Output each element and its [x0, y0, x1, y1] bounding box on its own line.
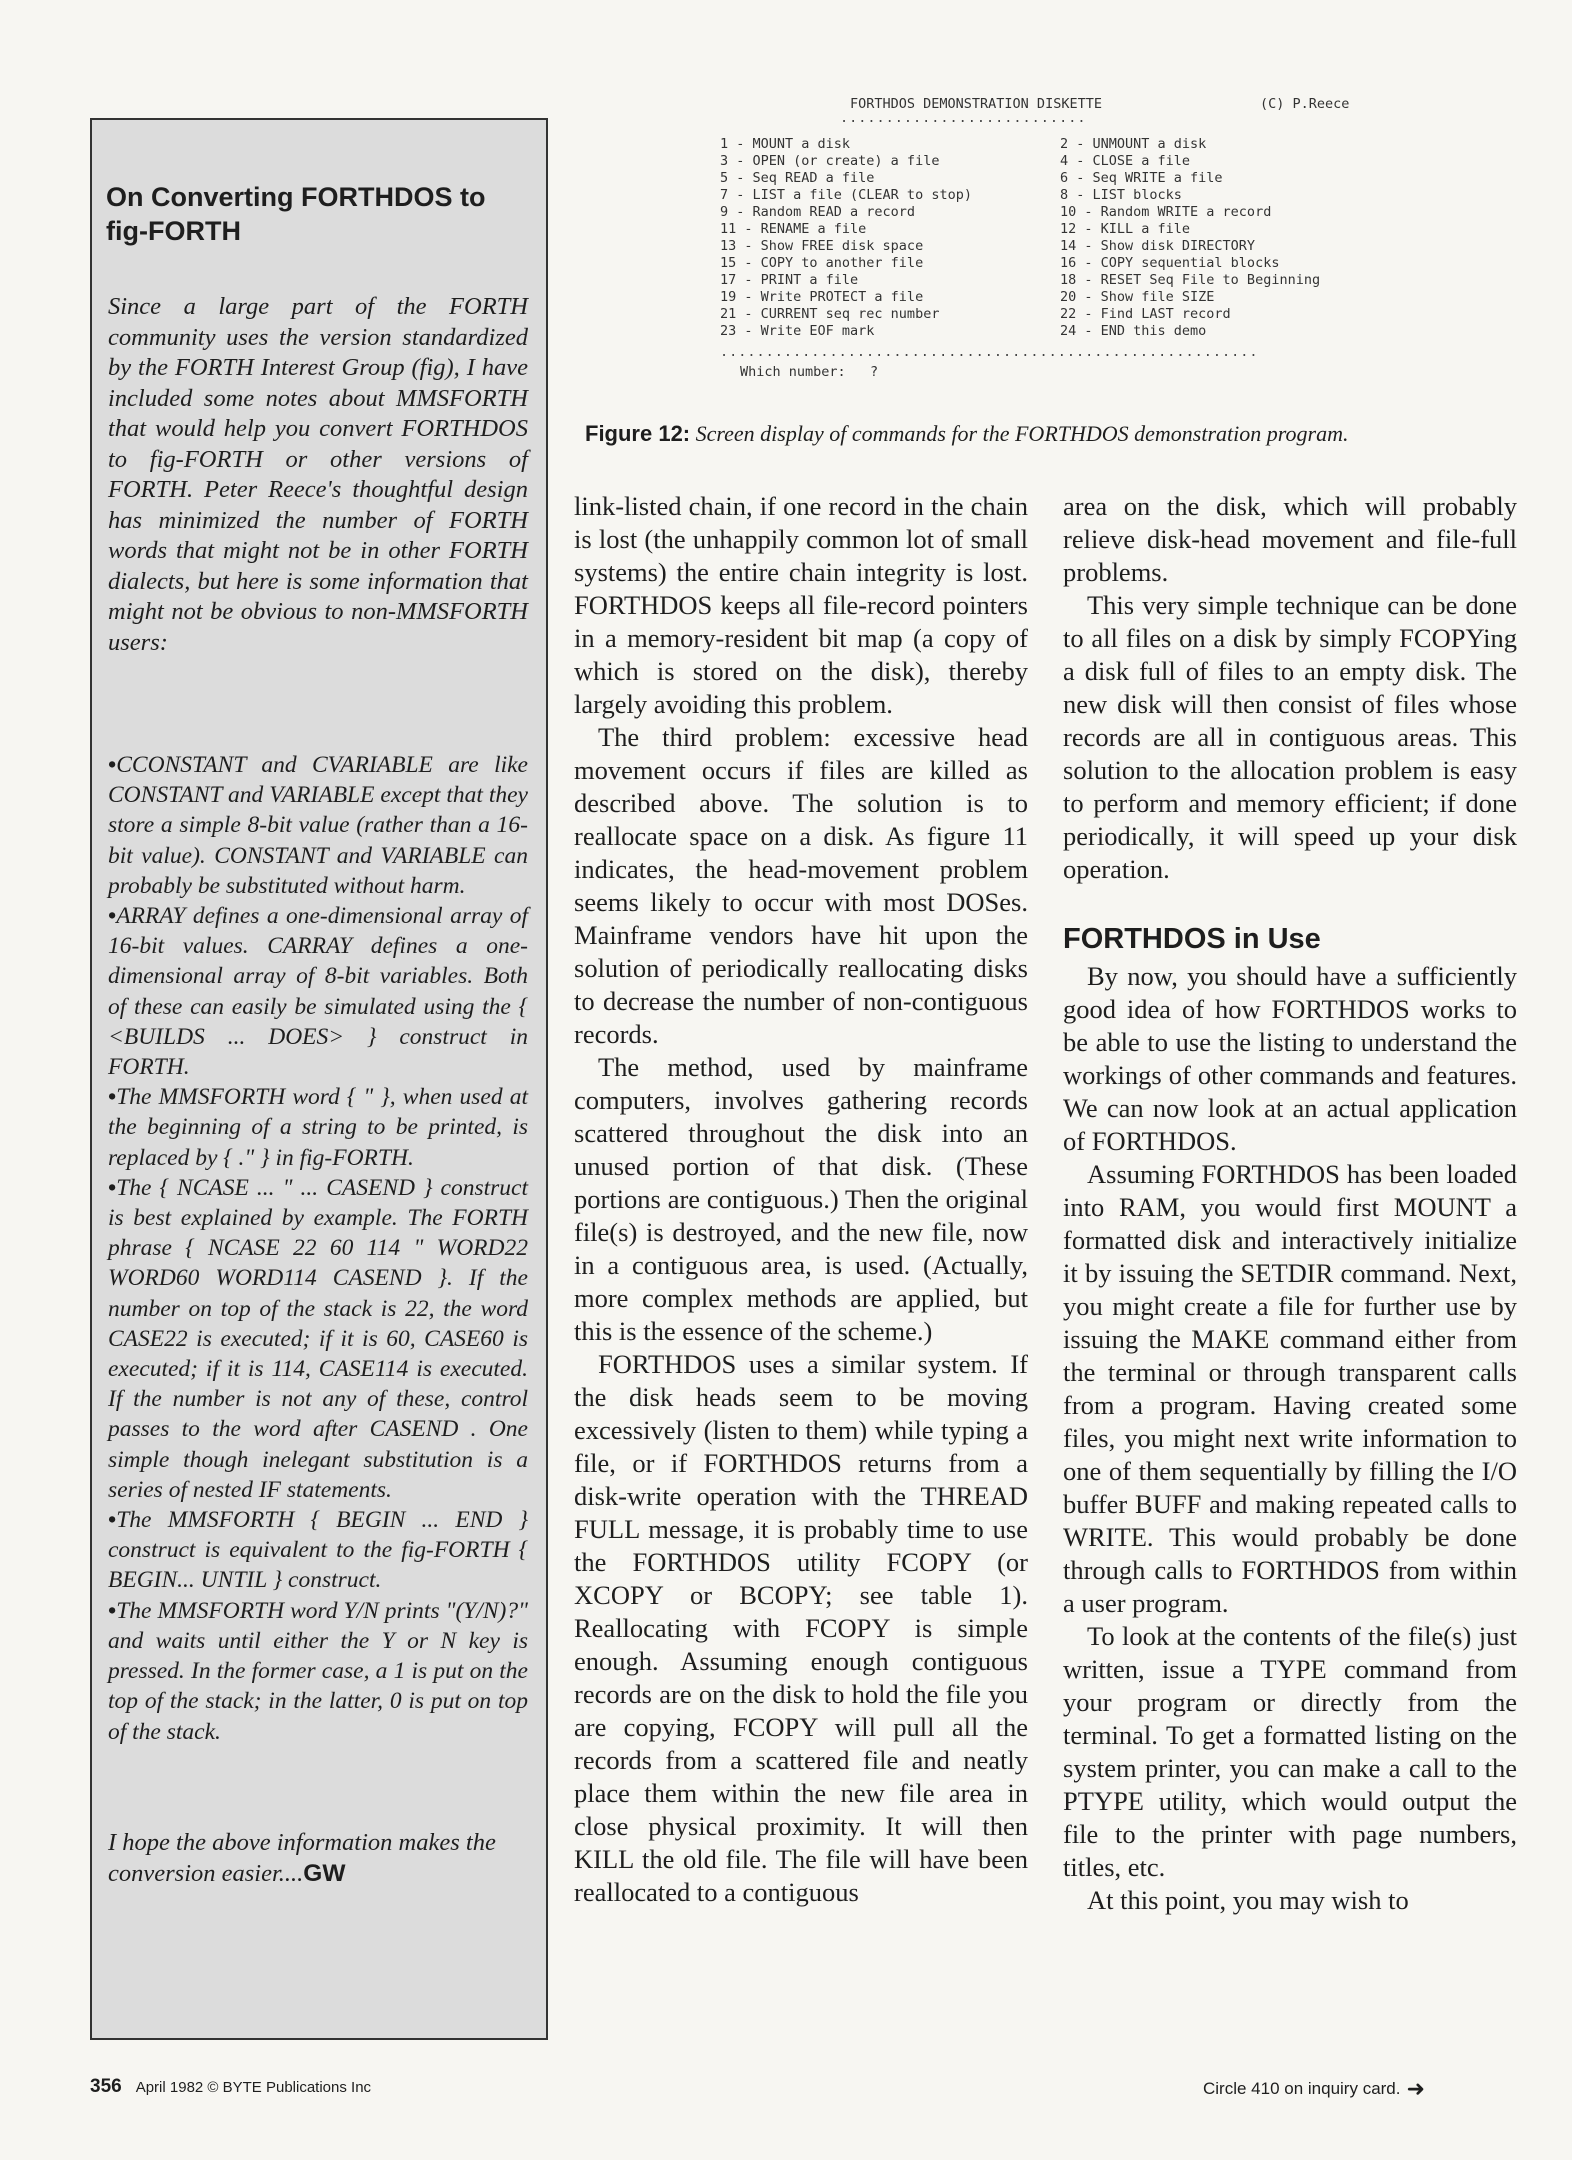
body-paragraph: The method, used by mainframe computers, involves gathering records scattered throughout the disk into an unused portion of that disk. (These portions are contiguous.) Then the original file(s) is destroyed, and the new file, now in a contiguous area, is used. (Actually, more complex methods are applied, but this is the essence of the scheme.)	[574, 1052, 1028, 1346]
footer-credit: April 1982 © BYTE Publications Inc	[135, 2079, 372, 2096]
bullet-icon: •	[108, 903, 117, 930]
body-paragraph: At this point, you may wish to	[1087, 1885, 1409, 1915]
command-row: 23 - Write EOF mark 24 - END this demo	[720, 323, 1207, 339]
command-row: 5 - Seq READ a file 6 - Seq WRITE a file	[720, 170, 1223, 186]
figure-caption-text: Screen display of commands for the FORTHDOS demonstration program.	[695, 421, 1349, 446]
body-paragraph: link-listed chain, if one record in the chain is lost (the unhappily common lot of small systems) the entire chain integrity is lost. FORTHDOS keeps all file-record pointers in a memory-resident bit map (a copy of which is stored on the disk), thereby largely avoiding this problem.	[574, 491, 1028, 719]
sidebar-title: On Converting FORTHDOS to fig-FORTH	[106, 182, 486, 246]
screen-prompt: Which number: ?	[740, 364, 879, 380]
sidebar-bullet-list	[108, 750, 528, 1747]
bullet-icon: •	[108, 1174, 117, 1201]
bullet-icon: •	[108, 1084, 117, 1111]
bullet-icon: •	[108, 1507, 117, 1534]
command-row: 13 - Show FREE disk space 14 - Show disk DIRECTORY	[720, 238, 1256, 254]
right-arrow-icon: ➜	[1406, 2076, 1425, 2101]
command-row: 3 - OPEN (or create) a file 4 - CLOSE a file	[720, 153, 1191, 169]
figure-label: Figure 12:	[585, 421, 691, 446]
screen-copyright: (C) P.Reece	[1260, 96, 1350, 112]
body-paragraph: area on the disk, which will probably relieve disk-head movement and file-full problems.	[1063, 491, 1517, 587]
body-column-2	[1063, 490, 1517, 1917]
body-paragraph: By now, you should have a sufficiently good idea of how FORTHDOS works to be able to use the listing to understand the workings of other commands and features. We can now look at an actual application of FORTHDOS.	[1063, 961, 1517, 1156]
command-row: 1 - MOUNT a disk 2 - UNMOUNT a disk	[720, 136, 1207, 152]
sidebar-box	[90, 118, 548, 2040]
command-row: 7 - LIST a file (CLEAR to stop) 8 - LIST blocks	[720, 187, 1182, 203]
screen-divider-top: ...........................	[840, 110, 1087, 126]
bullet-icon: •	[108, 752, 117, 778]
body-paragraph: To look at the contents of the file(s) just written, issue a TYPE command from your program or directly from the terminal. To get a formatted listing on the system printer, you can make a call to the PTYPE utility, which would output the file to the printer with page numbers, titles, etc.	[1063, 1621, 1517, 1882]
body-paragraph: This very simple technique can be done to all files on a disk by simply FCOPYing a disk full of files to an empty disk. The new disk will then consist of files whose records are all in contiguous areas. This solution to the allocation problem is easy to perform and memory efficient; if done periodically, it will speed up your disk operation.	[1063, 590, 1517, 884]
body-paragraph: Assuming FORTHDOS has been loaded into RAM, you would first MOUNT a formatted disk and interactively initialize it by issuing the SETDIR command. Next, you might create a file for further use by issuing the MAKE command either from the terminal or through transparent calls from a program. Having created some files, you might next write information to one of them sequentially by filling the I/O buffer BUFF and making repeated calls to WRITE. This would probably be done through calls to FORTHDOS from within a user program.	[1063, 1159, 1517, 1618]
bullet-icon: •	[108, 1597, 117, 1624]
sidebar-signature: GW	[303, 1859, 346, 1887]
sidebar-bullet: •The MMSFORTH word Y/N prints "(Y/N)?" and waits until either the Y or N key is pressed. In the former case, a 1 is put on the top of the stack; in the latter, 0 is put on top of the stack.	[108, 1597, 528, 1745]
screen-divider-bottom: ...........................................................	[720, 344, 1259, 360]
command-row: 19 - Write PROTECT a file 20 - Show file SIZE	[720, 289, 1215, 305]
sidebar-bullet: •The MMSFORTH { BEGIN ... END } construct is equivalent to the fig-FORTH { BEGIN... UNTIL } construct.	[108, 1507, 528, 1594]
figure-caption	[585, 420, 1505, 448]
command-row: 21 - CURRENT seq rec number 22 - Find LAST record	[720, 306, 1231, 322]
sidebar-bullet: •The { NCASE ... " ... CASEND } construct is best explained by example. The FORTH phrase { NCASE 22 60 114 " WORD22 WORD60 WORD114 CASEND }. If the number on top of the stack is 22, the word CASE22 is executed; if it is 60, CASE60 is executed; if it is 114, CASE114 is executed. If the number is not any of these, control passes to the word after CASEND . One simple though inelegant substitution is a series of nested IF statements.	[108, 1174, 528, 1503]
sidebar-intro: Since a large part of the FORTH community uses the version standardized by the FORTH Interest Group (fig), I have included some notes about MMSFORTH that would help you convert FORTHDOS to fig-FORTH or other versions of FORTH. Peter Reece's thoughtful design has minimized the number of FORTH words that might not be in other FORTH dialects, but here is some information that might not be obvious to non-MMSFORTH users:	[108, 293, 528, 656]
screen-title: FORTHDOS DEMONSTRATION DISKETTE	[850, 96, 1102, 112]
sidebar-bullet: •The MMSFORTH word { " }, when used at the beginning of a string to be printed, is replaced by { ." } in fig-FORTH.	[108, 1084, 528, 1171]
sidebar-closing: I hope the above information makes the conversion easier....GW	[108, 1829, 496, 1887]
command-row: 11 - RENAME a file 12 - KILL a file	[720, 221, 1191, 237]
command-row: 15 - COPY to another file 16 - COPY sequential blocks	[720, 255, 1280, 271]
inquiry-text: Circle 410 on inquiry card.	[1203, 2079, 1401, 2098]
section-heading: FORTHDOS in Use	[1063, 923, 1321, 955]
command-row: 9 - Random READ a record 10 - Random WRITE a record	[720, 204, 1272, 220]
page-number: 356	[90, 2076, 122, 2097]
sidebar-bullet: •ARRAY defines a one-dimensional array of 16-bit values. CARRAY defines a one-dimensional array of 8-bit variables. Both of these can easily be simulated using the { <BUILDS ... DOES> } construct in FORTH.	[108, 903, 528, 1081]
command-row: 17 - PRINT a file 18 - RESET Seq File to Beginning	[720, 272, 1321, 288]
sidebar-bullet: •CCONSTANT and CVARIABLE are like CONSTANT and VARIABLE except that they store a simple 8-bit value (rather than a 16-bit value). CONSTANT and VARIABLE can probably be substituted without harm.	[108, 752, 528, 899]
body-column-1	[574, 490, 1028, 1909]
body-paragraph: The third problem: excessive head movement occurs if files are killed as described above. The solution is to reallocate space on a disk. As figure 11 indicates, the head-movement problem seems likely to occur with most DOSes. Mainframe vendors have hit upon the solution of periodically reallocating disks to decrease the number of non-contiguous records.	[574, 722, 1028, 1049]
inquiry-note	[1203, 2076, 1425, 2102]
body-paragraph: FORTHDOS uses a similar system. If the disk heads seem to be moving excessively (listen to them) while typing a file, or if FORTHDOS returns from a disk-write operation with the THREAD FULL message, it is probably time to use the FORTHDOS utility FCOPY (or XCOPY or BCOPY; see table 1). Reallocating with FCOPY is simple enough. Assuming enough contiguous records are on the disk to hold the file you are copying, FCOPY will pull all the records from a scattered file and neatly place them within the new file area in close physical proximity. It will then KILL the old file. The file will have been reallocated to a contiguous	[574, 1349, 1028, 1907]
page-footer	[90, 2076, 371, 2098]
